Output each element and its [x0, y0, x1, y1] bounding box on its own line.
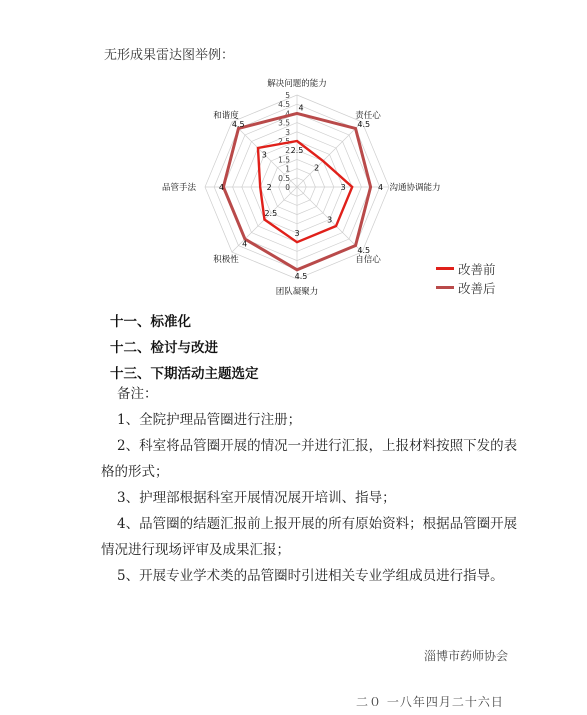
scale-tick-label: 4.5 — [278, 100, 290, 110]
data-label: 4 — [218, 183, 224, 192]
scale-tick-label: 4 — [285, 109, 290, 119]
legend-swatch-before — [436, 267, 454, 270]
note-item-2: 2、科室将品管圈开展的情况一并进行汇报，上报材料按照下发的表格的形式； — [101, 438, 518, 480]
axis-category-label: 责任心 — [355, 110, 381, 121]
data-label: 4.5 — [357, 245, 371, 255]
note-item-5: 5、开展专业学术类的品管圈时引进相关专业学组成员进行指导。 — [117, 568, 504, 584]
chart-legend — [436, 259, 496, 297]
chart-intro-text: 无形成果雷达图举例： — [104, 48, 235, 63]
scale-tick-label: 3 — [285, 127, 290, 137]
radar-chart — [150, 78, 480, 300]
scale-tick-label: 1 — [285, 164, 290, 174]
data-label: 4.5 — [294, 271, 308, 281]
notes-label: 备注： — [117, 386, 158, 402]
axis-category-label: 团队凝聚力 — [275, 287, 319, 297]
data-label: 3 — [294, 229, 300, 239]
series-line-0 — [258, 141, 352, 242]
radar-chart-svg — [150, 78, 480, 300]
axis-category-label: 积极性 — [213, 255, 239, 266]
data-label: 4.5 — [357, 120, 371, 130]
note-item-3: 3、护理部根据科室开展情况展开培训、指导； — [117, 490, 396, 506]
legend-label-after: 改善后 — [458, 280, 496, 296]
note-item-1: 1、全院护理品管圈进行注册； — [117, 412, 302, 428]
data-label: 4.5 — [231, 120, 245, 130]
scale-tick-label: 0 — [285, 183, 290, 192]
data-label: 2 — [314, 163, 320, 173]
scale-tick-label: 5 — [285, 91, 290, 100]
section-heading-review: 十二、检讨与改进 — [110, 340, 218, 356]
axis-category-label: 品管手法 — [161, 183, 197, 193]
legend-item-after — [436, 278, 496, 297]
scale-tick-label: 1.5 — [278, 155, 290, 165]
data-label: 4 — [298, 103, 304, 113]
scale-tick-label: 2.5 — [278, 137, 290, 146]
data-label: 2.5 — [264, 209, 278, 219]
axis-category-label: 自信心 — [355, 255, 381, 266]
note-item-4: 4、品管圈的结题汇报前上报开展的所有原始资料；根据品管圈开展情况进行现场评审及成果汇报； — [101, 516, 518, 558]
axis-category-label: 和谐度 — [213, 110, 239, 121]
data-label: 3 — [340, 183, 346, 192]
data-label: 3 — [327, 215, 333, 225]
axis-category-label: 解决问题的能力 — [267, 79, 327, 89]
section-heading-standardization: 十一、标准化 — [110, 314, 191, 330]
legend-item-before — [436, 259, 496, 278]
legend-swatch-after — [436, 286, 454, 289]
data-label: 2 — [266, 183, 272, 192]
scale-tick-label: 3.5 — [278, 118, 290, 128]
section-heading-next-topic: 十三、下期活动主题选定 — [110, 366, 259, 382]
axis-category-label: 沟通协调能力 — [389, 183, 441, 193]
legend-label-before: 改善前 — [458, 261, 496, 277]
data-label: 4 — [378, 183, 384, 192]
signature-organization: 淄博市药师协会 — [424, 649, 509, 663]
scale-tick-label: 0.5 — [278, 173, 290, 183]
data-label: 4 — [242, 239, 248, 249]
document-date: 二０ 一八年四月二十六日 — [356, 695, 504, 709]
data-label: 2.5 — [290, 146, 304, 155]
data-label: 3 — [261, 150, 267, 160]
scale-tick-label: 2 — [285, 146, 290, 156]
